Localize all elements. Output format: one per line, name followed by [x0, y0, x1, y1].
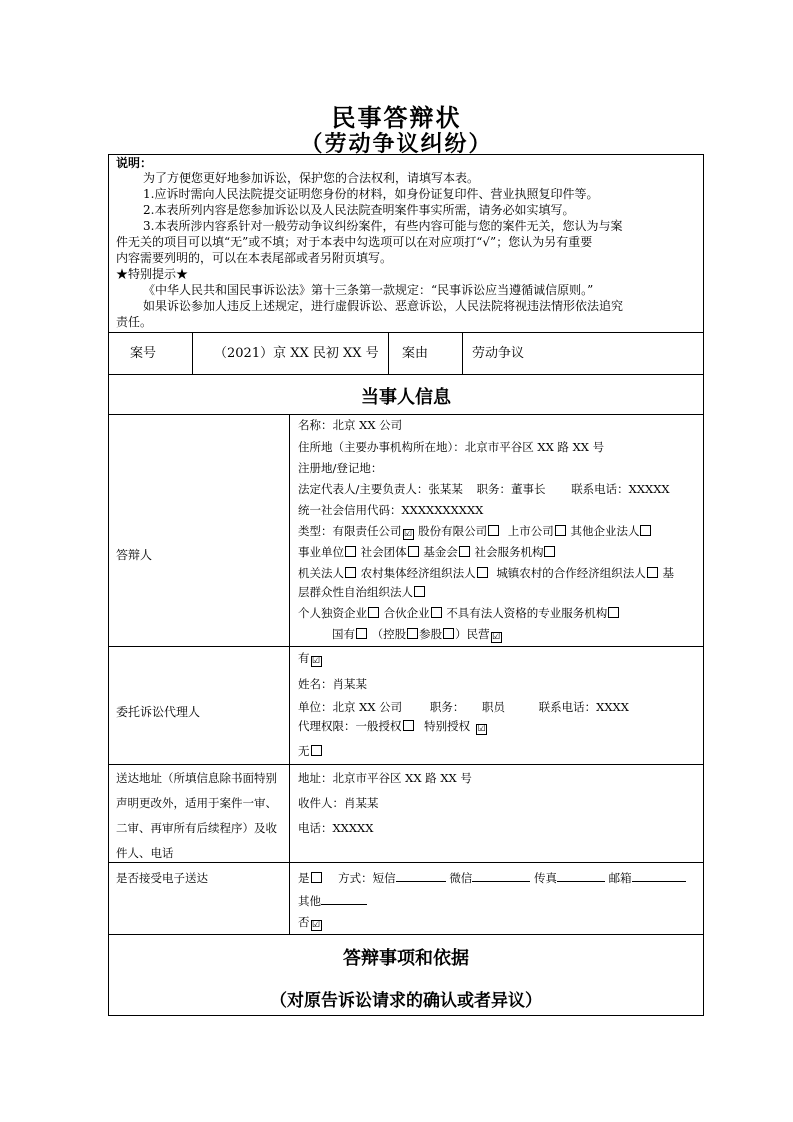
- type-row-6: [332, 627, 503, 642]
- type-row-4: [298, 585, 426, 600]
- electronic-no-label: 否: [298, 915, 310, 929]
- type-nonlegal-label: 不具有法人资格的专业服务机构: [446, 606, 608, 620]
- type-joint-label: 股份有限公司: [418, 524, 488, 538]
- type-grass-checkbox[interactable]: [414, 586, 425, 597]
- service-label: 送达地址（所填信息除书面特别: [116, 771, 277, 785]
- row-divider: [108, 934, 704, 935]
- rep-phone: 联系电话：XXXXX: [571, 482, 670, 496]
- type-rural-label: 农村集体经济组织法人: [360, 566, 476, 580]
- type-social-label: 社会团体: [360, 545, 407, 559]
- type-label: 类型：: [298, 524, 333, 538]
- rep-name: 法定代表人/主要负责人：张某某: [298, 482, 463, 496]
- respondent-label: 答辩人: [116, 548, 153, 562]
- section-defense-subtitle: （对原告诉讼请求的确认或者异议）: [270, 991, 542, 1011]
- service-label: 声明更改外，适用于案件一审、: [116, 796, 277, 810]
- type-social-checkbox[interactable]: [408, 546, 419, 557]
- service-label: 件人、电话: [116, 846, 174, 860]
- electronic-other-label: 其他: [298, 894, 321, 908]
- type-private-checkbox[interactable]: ☑: [492, 632, 501, 642]
- agent-position: 职员: [482, 700, 505, 714]
- type-listed-label: 上市公司: [507, 524, 554, 538]
- agent-none-label: 无: [298, 744, 310, 758]
- type-public-checkbox[interactable]: [345, 546, 356, 557]
- notes-intro: 为了方便您更好地参加诉讼，保护您的合法权利，请填写本表。: [143, 171, 480, 185]
- section-defense: 答辩事项和依据: [343, 948, 469, 969]
- type-row-2: [298, 545, 556, 560]
- type-fund-label: 基金会: [423, 545, 458, 559]
- agent-none: [298, 744, 323, 759]
- notes-item-2: 2.本表所列内容是您参加诉讼以及人民法院查明案件事实所需，请务必如实填写。: [143, 203, 575, 217]
- electronic-row-2: [298, 892, 367, 909]
- row-divider: [108, 374, 704, 375]
- agent-special-label: 特别授权: [424, 719, 471, 733]
- electronic-fax-label: 传真: [533, 871, 557, 885]
- case-cause-value: 劳动争议: [472, 346, 525, 361]
- row-divider: [108, 414, 704, 415]
- agent-has-checkbox[interactable]: ☑: [311, 656, 321, 666]
- type-other-label: 其他企业法人: [570, 524, 640, 538]
- agent-none-checkbox[interactable]: [311, 745, 322, 756]
- respondent-rep: [298, 482, 670, 497]
- type-grass-label: 基: [662, 566, 674, 580]
- type-service-label: 社会服务机构: [474, 545, 544, 559]
- agent-position-label: 职务：: [429, 700, 465, 714]
- agent-general-checkbox[interactable]: [403, 720, 414, 731]
- type-other-checkbox[interactable]: [640, 525, 651, 536]
- respondent-name: 名称：北京 XX 公司: [298, 418, 403, 432]
- case-number-value: （2021）京 XX 民初 XX 号: [214, 346, 379, 361]
- agent-unit-row: [298, 700, 629, 715]
- agent-phone: 联系电话：XXXX: [538, 700, 629, 714]
- type-grass-label: 层群众性自治组织法人: [298, 585, 413, 599]
- row-divider: [108, 862, 704, 863]
- type-service-checkbox[interactable]: [544, 546, 555, 557]
- type-partner-checkbox[interactable]: [431, 607, 442, 618]
- service-recipient: 收件人：肖某某: [298, 796, 379, 810]
- wechat-blank[interactable]: [472, 869, 530, 882]
- case-cause-label: 案由: [402, 346, 429, 361]
- col-divider: [192, 332, 193, 374]
- notes-item-3: 内容需要列明的，可以在本表尾部或者另附页填写。: [116, 251, 393, 265]
- email-blank[interactable]: [632, 869, 686, 882]
- rep-position: 职务：董事长: [476, 482, 546, 496]
- agent-special-checkbox[interactable]: ☑: [477, 724, 486, 734]
- type-holding-label: （控股: [371, 627, 407, 641]
- type-row-5: [298, 606, 620, 621]
- electronic-yes-label: 是: [298, 871, 310, 885]
- col-divider: [462, 332, 463, 374]
- agent-has: [298, 651, 323, 666]
- type-share-checkbox[interactable]: [443, 628, 454, 639]
- col-divider: [289, 414, 290, 934]
- special-heading: ★特别提示★: [116, 267, 189, 281]
- electronic-wechat-label: 微信: [449, 871, 473, 885]
- service-address: 地址：北京市平谷区 XX 路 XX 号: [298, 771, 472, 785]
- other-blank[interactable]: [321, 892, 367, 905]
- type-sole-checkbox[interactable]: [368, 607, 379, 618]
- type-coop-checkbox[interactable]: [647, 567, 658, 578]
- type-partner-label: 合伙企业: [383, 606, 430, 620]
- page-title: 民事答辩状: [331, 104, 462, 132]
- type-nonlegal-checkbox[interactable]: [608, 607, 619, 618]
- section-party-info: 当事人信息: [361, 387, 451, 408]
- agent-unit: 单位：北京 XX 公司: [298, 700, 403, 714]
- notes-item-3: 3.本表所涉内容系针对一般劳动争议纠纷案件，有些内容可能与您的案件无关，您认为与案: [143, 219, 623, 233]
- electronic-no-checkbox[interactable]: ☑: [311, 920, 321, 930]
- type-rural-checkbox[interactable]: [477, 567, 488, 578]
- respondent-credit-code: 统一社会信用代码：XXXXXXXXXX: [298, 503, 484, 517]
- type-state-checkbox[interactable]: [356, 628, 367, 639]
- notes-heading: 说明：: [116, 156, 153, 170]
- electronic-label: 是否接受电子送达: [116, 871, 208, 885]
- type-fund-checkbox[interactable]: [459, 546, 470, 557]
- type-state-label: 国有: [332, 627, 355, 641]
- electronic-sms-label: 方式：短信: [338, 871, 396, 885]
- type-public-label: 事业单位: [298, 545, 344, 559]
- type-joint-checkbox[interactable]: [488, 525, 499, 536]
- special-text: 如果诉讼参加人违反上述规定，进行虚假诉讼、恶意诉讼，人民法院将视违法情形依法追究: [143, 299, 624, 313]
- row-divider: [108, 646, 704, 647]
- type-llc-checkbox[interactable]: ☑: [403, 529, 413, 539]
- notes-item-3: 件无关的项目可以填“无”或不填；对于本表中勾选项可以在对应项打“√”；您认为另有重要: [116, 235, 593, 249]
- type-row-3: [298, 566, 674, 581]
- type-share-label: 参股: [419, 627, 443, 641]
- row-divider: [108, 764, 704, 765]
- agent-name: 姓名：肖某某: [298, 677, 367, 691]
- case-number-label: 案号: [130, 346, 157, 361]
- page-subtitle: （劳动争议纠纷）: [300, 132, 493, 157]
- type-organ-label: 机关法人: [298, 566, 344, 580]
- respondent-registered: 注册地/登记地：: [298, 461, 383, 475]
- type-row-1: [298, 524, 652, 539]
- type-listed-checkbox[interactable]: [555, 525, 566, 536]
- special-text: 责任。: [116, 315, 153, 329]
- agent-label: 委托诉讼代理人: [116, 705, 201, 719]
- type-coop-label: 城镇农村的合作经济组织法人: [496, 566, 646, 580]
- notes-item-1: 1.应诉时需向人民法院提交证明您身份的材料，如身份证复印件、营业执照复印件等。: [143, 187, 599, 201]
- agent-general-label: 代理权限：一般授权: [298, 719, 402, 733]
- agent-authority-row: [298, 719, 488, 734]
- type-organ-checkbox[interactable]: [345, 567, 356, 578]
- fax-blank[interactable]: [557, 869, 605, 882]
- service-label: 二审、再审所有后续程序）及收: [116, 821, 277, 835]
- electronic-yes-checkbox[interactable]: [311, 872, 322, 883]
- type-private-label: ）民营: [455, 627, 490, 641]
- row-divider: [108, 332, 704, 333]
- agent-has-label: 有: [298, 651, 310, 665]
- type-llc-label: 有限责任公司: [332, 524, 402, 538]
- type-holding-checkbox[interactable]: [407, 628, 418, 639]
- service-phone: 电话：XXXXX: [298, 821, 374, 835]
- electronic-row-1: [298, 869, 686, 886]
- respondent-address: 住所地（主要办事机构所在地）：北京市平谷区 XX 路 XX 号: [298, 440, 605, 454]
- sms-blank[interactable]: [396, 869, 446, 882]
- col-divider: [388, 332, 389, 374]
- electronic-email-label: 邮箱: [608, 871, 632, 885]
- type-sole-label: 个人独资企业: [298, 606, 367, 620]
- special-text: 《中华人民共和国民事诉讼法》第十三条第一款规定：“民事诉讼应当遵循诚信原则。”: [143, 283, 594, 297]
- electronic-row-3: [298, 915, 323, 930]
